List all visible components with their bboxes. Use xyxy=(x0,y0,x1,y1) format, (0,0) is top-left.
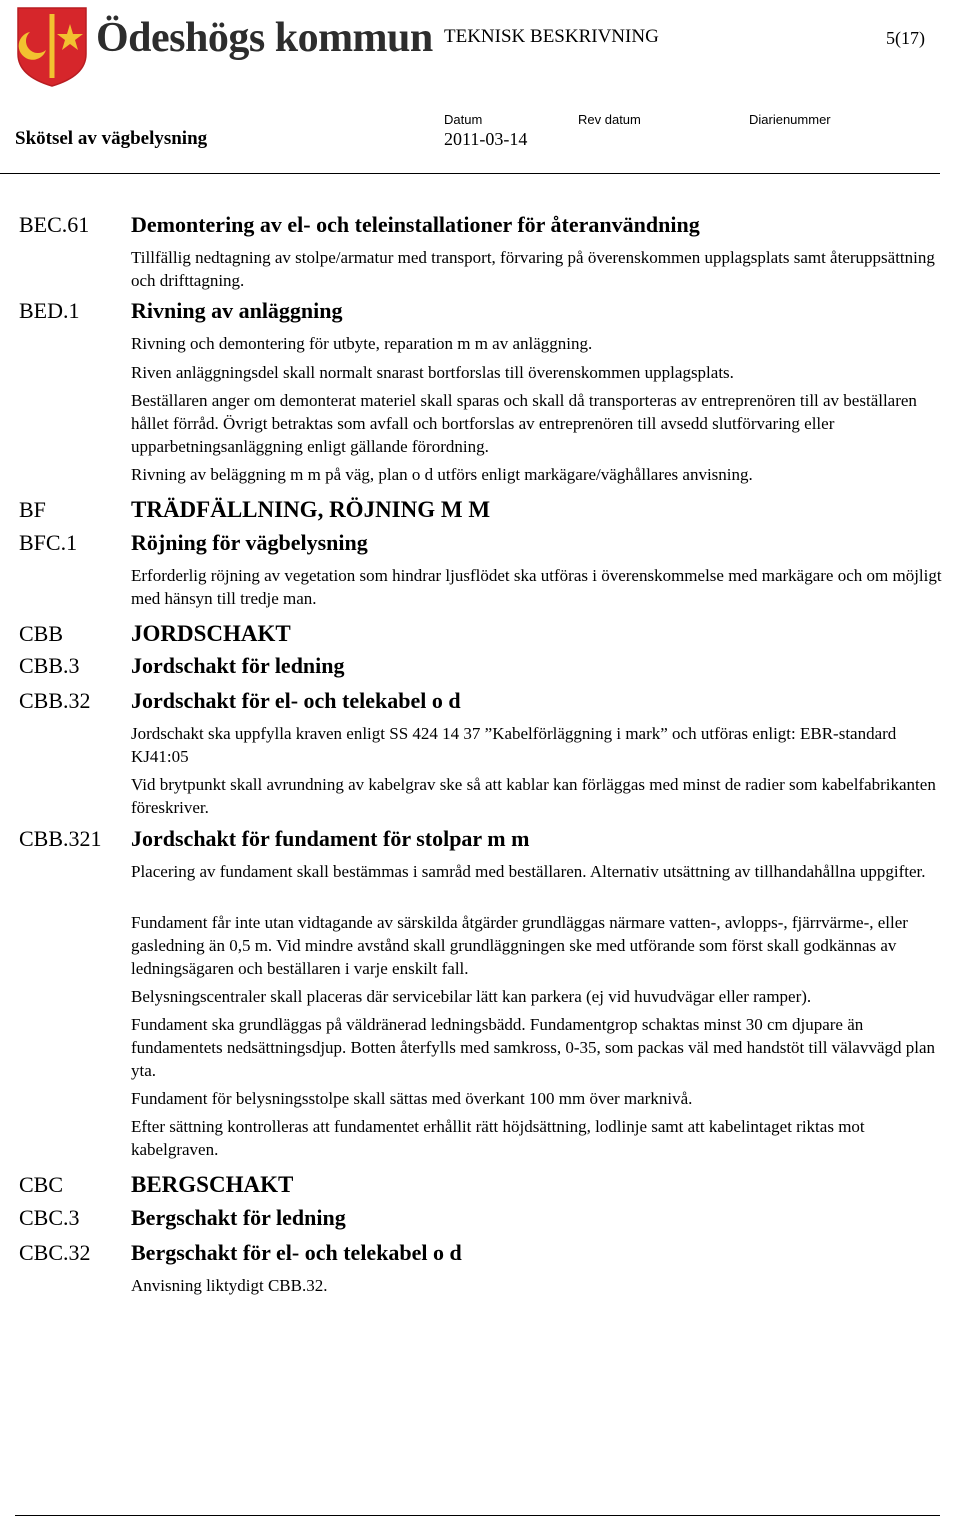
page-number: 5(17) xyxy=(886,28,925,48)
body-paragraph: Rivning av beläggning m m på väg, plan o d utförs enligt markägare/väghållares anvisning. xyxy=(131,465,753,484)
body-paragraph: Fundament för belysningsstolpe skall sättas med överkant 100 mm över marknivå. xyxy=(131,1089,693,1108)
diary-number-label: Diarienummer xyxy=(749,112,831,127)
section-code: BFC.1 xyxy=(19,530,78,555)
section-code: CBC xyxy=(19,1172,64,1197)
date-value: 2011-03-14 xyxy=(444,129,528,149)
body-paragraph: Riven anläggningsdel skall normalt snarast bortforslas till överenskommen upplagsplats. xyxy=(131,363,734,382)
section-code: CBB.32 xyxy=(19,688,91,713)
body-paragraph: Vid brytpunkt skall avrundning av kabelgrav ske så att kablar kan förläggas med minst de radier som kabelfabrikanten föreskriver. xyxy=(131,775,936,817)
section-code: BEC.61 xyxy=(19,212,90,237)
section-heading: Rivning av anläggning xyxy=(131,298,343,323)
section-code: CBB.3 xyxy=(19,653,80,678)
footer-divider xyxy=(15,1515,940,1516)
main-heading: JORDSCHAKT xyxy=(131,621,291,646)
section-code: CBC.3 xyxy=(19,1205,80,1230)
section-heading: Jordschakt för el- och telekabel o d xyxy=(131,688,461,713)
section-heading: Bergschakt för el- och telekabel o d xyxy=(131,1240,462,1265)
organization-name: Ödeshögs kommun xyxy=(96,15,433,61)
body-paragraph: Tillfällig nedtagning av stolpe/armatur med transport, förvaring på överenskommen upplagsplats samt återuppsättning och drifttagning. xyxy=(131,248,935,290)
body-paragraph: Placering av fundament skall bestämmas i samråd med beställaren. Alternativ utsättning av tillhandahållna uppgifter. xyxy=(131,862,926,881)
section-heading: Jordschakt för fundament för stolpar m m xyxy=(131,826,530,851)
section-code: BED.1 xyxy=(19,298,80,323)
document-subject: Skötsel av vägbelysning xyxy=(15,128,208,149)
section-heading: Bergschakt för ledning xyxy=(131,1205,346,1230)
main-heading: TRÄDFÄLLNING, RÖJNING M M xyxy=(131,497,491,522)
body-paragraph: Belysningscentraler skall placeras där servicebilar lätt kan parkera (ej vid huvudvägar eller ramper). xyxy=(131,987,812,1006)
section-code: CBB.321 xyxy=(19,826,102,851)
section-heading: Jordschakt för ledning xyxy=(131,653,345,678)
body-paragraph: Efter sättning kontrolleras att fundamentet erhållit rätt höjdsättning, lodlinje samt att kabelintaget riktas mot kabelgraven. xyxy=(131,1117,865,1159)
section-code: CBC.32 xyxy=(19,1240,91,1265)
body-paragraph: Fundament får inte utan vidtagande av särskilda åtgärder grundläggas närmare vatten-, avlopps-, fjärrvärme-, eller gasledning än 0,5 m. Vid mindre avstånd skall grundläggningen ske med utförande som först skall godkännas av ledningsägaren och beställaren i varje enskilt fall. xyxy=(131,913,908,978)
body-paragraph: Jordschakt ska uppfylla kraven enligt SS 424 14 37 ”Kabelförläggning i mark” och utföras enligt: EBR-standard KJ41:05 xyxy=(131,724,897,766)
rev-date-label: Rev datum xyxy=(578,112,641,127)
date-label: Datum xyxy=(444,112,483,127)
section-code: CBB xyxy=(19,621,64,646)
body-paragraph: Fundament ska grundläggas på väldränerad ledningsbädd. Fundamentgrop schaktas minst 30 cm djupare än fundamentets nedsättningsdjup. Botten återfylls med samkross, 0-35, som packas väl med handstöt till välavvägd plan yta. xyxy=(131,1015,936,1080)
document-type: TEKNISK BESKRIVNING xyxy=(444,26,659,47)
body-paragraph: Anvisning liktydigt CBB.32. xyxy=(131,1276,328,1295)
section-heading: Röjning för vägbelysning xyxy=(131,530,368,555)
body-paragraph: Erforderlig röjning av vegetation som hindrar ljusflödet ska utföras i överenskommelse med markägare och om möjligt med hänsyn till tredje man. xyxy=(131,566,942,608)
section-heading: Demontering av el- och teleinstallationer för återanvändning xyxy=(131,212,700,237)
main-heading: BERGSCHAKT xyxy=(131,1172,294,1197)
municipal-coat-of-arms-icon xyxy=(14,4,90,88)
body-paragraph: Beställaren anger om demonterat materiel skall sparas och skall då transporteras av entreprenören till av beställaren hållet förråd. Övrigt betraktas som avfall och bortforslas av entreprenören till avsedd slutförvaring eller upparbetningsanläggning enligt gällande förordning. xyxy=(131,391,917,456)
section-code: BF xyxy=(19,497,46,522)
header-divider xyxy=(0,173,940,174)
body-paragraph: Rivning och demontering för utbyte, reparation m m av anläggning. xyxy=(131,334,593,353)
